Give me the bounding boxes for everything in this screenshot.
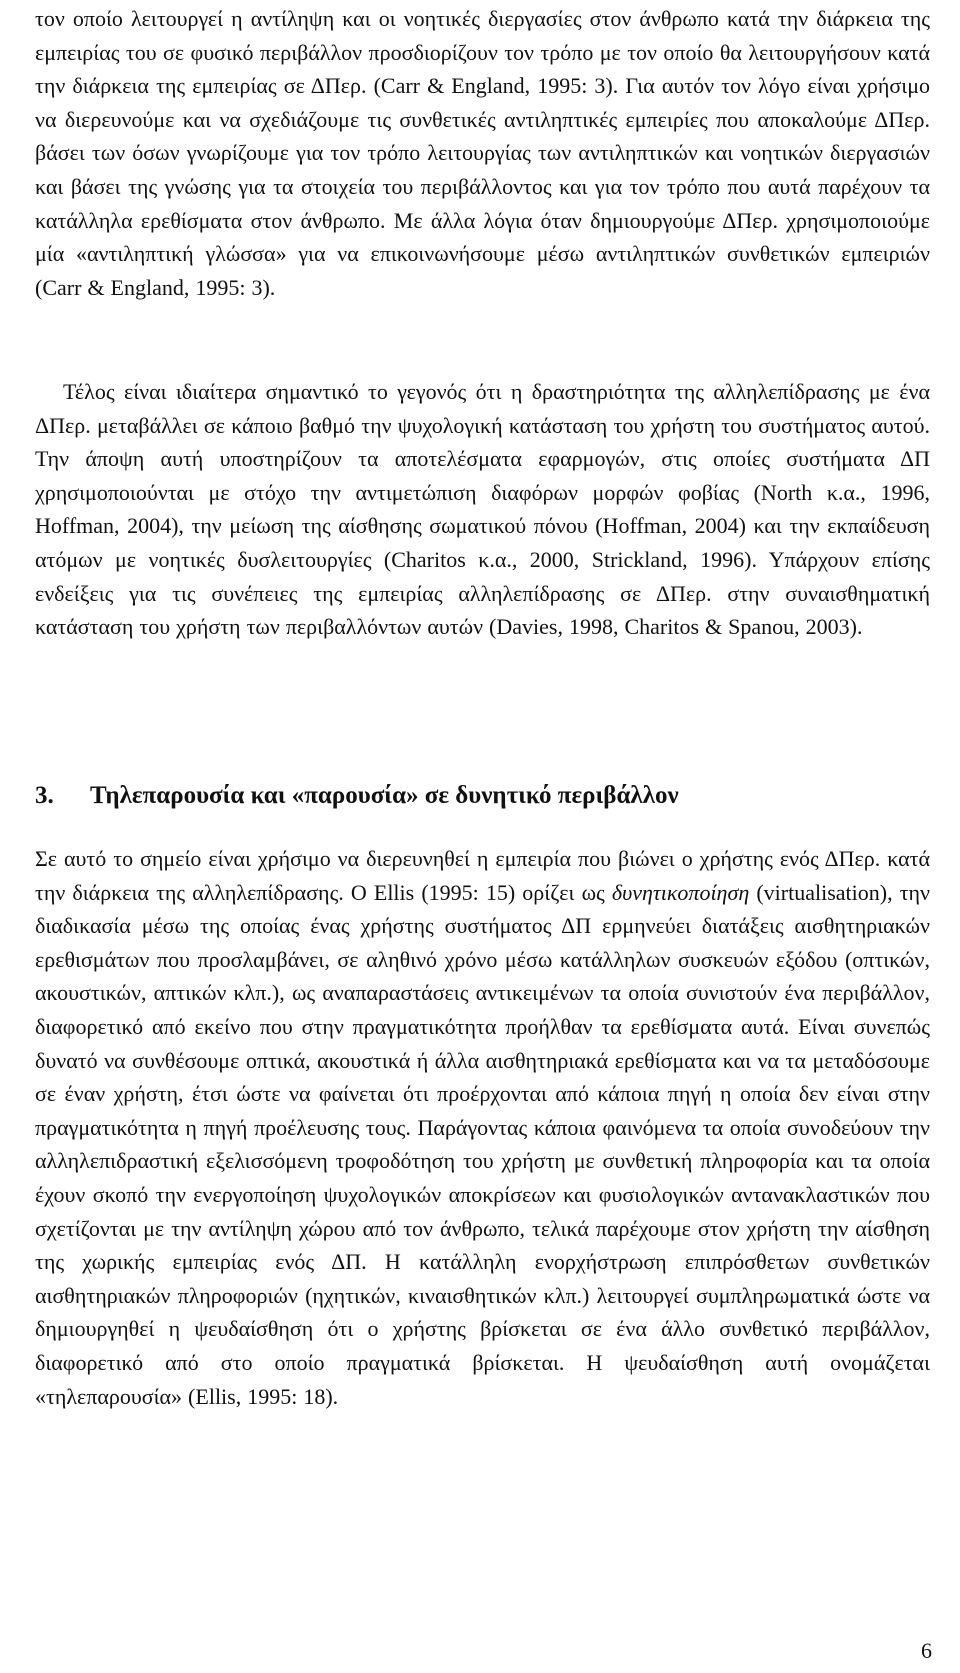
paragraph-text-after-term: (virtualisation), την διαδικασία μέσω της οποίας ένας χρήστης συστήματος ΔΠ ερμηνεύει διατάξεις αισθητηριακών ερεθισμάτων που προσλαμβάνει, σε αληθινό χρόνο μέσω κατάλληλων συσκευών εξόδου (οπτικών, ακουστικών, απτικών κλπ.), ως αναπαραστάσεις αντικειμένων τα οποία συνιστούν ένα περιβάλλον, διαφορετικό από εκείνο που στην πραγματικότητα προήλθαν τα ερεθίσματα αυτά. Είναι συνεπώς δυνατό να συνθέσουμε οπτικά, ακουστικά ή άλλα αισθητηριακά ερεθίσματα και να τα μεταδόσουμε σε έναν χρήστη, έτσι ώστε να φαίνεται ότι προέρχονται από κάποια πηγή η οποία δεν είναι στην πραγματικότητα η πηγή προέλευσης τους. Παράγοντας κάποια φαινόμενα τα οποία συνοδεύουν την αλληλεπιδραστική εξελισσόμενη τροφοδότηση του χρήστη με συνθετική πληροφορία και τα οποία έχουν σκοπό την ενεργοποίηση ψυχολογικών αποκρίσεων και φυσιολογικών αντανακλαστικών που σχετίζονται με την αντίληψη χώρου από τον άνθρωπο, τελικά παρέχουμε στον χρήστη την αίσθηση της χωρικής εμπειρίας ενός ΔΠ. Η κατάλληλη ενορχήστρωση επιπρόσθετων συνθετικών αισθητηριακών πληροφοριών (ηχητικών, κιναισθητικών κλπ.) λειτουργεί συμπληρωματικά ώστε να δημιουργηθεί η ψευδαίσθηση ότι ο χρήστης βρίσκεται σε ένα άλλο συνθετικό περιβάλλον, διαφορετικό από στο οποίο πραγματικά βρίσκεται. Η ψευδαίσθηση αυτή ονομάζεται «τηλεπαρουσία» (Ellis, 1995: 18).	[35, 879, 930, 1409]
page-number: 6	[921, 1638, 932, 1663]
body-paragraph	[35, 842, 930, 1413]
paragraph-text-before-term: Σε αυτό το σημείο είναι χρήσιμο να διερευνηθεί η εμπειρία που βιώνει ο χρήστης ενός ΔΠερ. κατά την διάρκεια της αλληλεπίδρασης. Ο Ellis (1995: 15) ορίζει ως	[35, 846, 930, 905]
section-title: Τηλεπαρουσία και «παρουσία» σε δυνητικό περιβάλλον	[90, 782, 679, 809]
italic-term: δυνητικοποίηση	[611, 879, 750, 905]
section-heading	[35, 780, 930, 812]
body-paragraph: τον οποίο λειτουργεί η αντίληψη και οι νοητικές διεργασίες στον άνθρωπο κατά την διάρκεια της εμπειρίας του σε φυσικό περιβάλλον προσδιορίζουν τον τρόπο με τον οποίο θα λειτουργήσουν κατά την διάρκεια της εμπειρίας σε ΔΠερ. (Carr & England, 1995: 3). Για αυτόν τον λόγο είναι χρήσιμο να διερευνούμε και να σχεδιάζουμε τις συνθετικές αντιληπτικές εμπειρίες που αποκαλούμε ΔΠερ. βάσει των όσων γνωρίζουμε για τον τρόπο λειτουργίας των αντιληπτικών και νοητικών διεργασιών και βάσει της γνώσης για τα στοιχεία του περιβάλλοντος και για τον τρόπο που αυτά παρέχουν τα κατάλληλα ερεθίσματα στον άνθρωπο. Με άλλα λόγια όταν δημιουργούμε ΔΠερ. χρησιμοποιούμε μία «αντιληπτική γλώσσα» για να επικοινωνήσουμε μέσω αντιληπτικών συνθετικών εμπειριών (Carr & England, 1995: 3).	[35, 6, 930, 300]
body-paragraph: Τέλος είναι ιδιαίτερα σημαντικό το γεγονός ότι η δραστηριότητα της αλληλεπίδρασης με ένα ΔΠερ. μεταβάλλει σε κάποιο βαθμό την ψυχολογική κατάσταση του χρήστη του συστήματος αυτού. Την άποψη αυτή υποστηρίζουν τα αποτελέσματα εφαρμογών, στις οποίες συστήματα ΔΠ χρησιμοποιούνται με στόχο την αντιμετώπιση διαφόρων μορφών φοβίας (North κ.α., 1996, Hoffman, 2004), την μείωση της αίσθησης σωματικού πόνου (Hoffman, 2004) και την εκπαίδευση ατόμων με νοητικές δυσλειτουργίες (Charitos κ.α., 2000, Strickland, 1996). Υπάρχουν επίσης ενδείξεις για τις συνέπειες της εμπειρίας αλληλεπίδρασης σε ΔΠερ. στην συναισθηματική κατάσταση του χρήστη των περιβαλλόντων αυτών (Davies, 1998, Charitos & Spanou, 2003).	[35, 379, 930, 640]
section-number: 3.	[35, 782, 54, 809]
